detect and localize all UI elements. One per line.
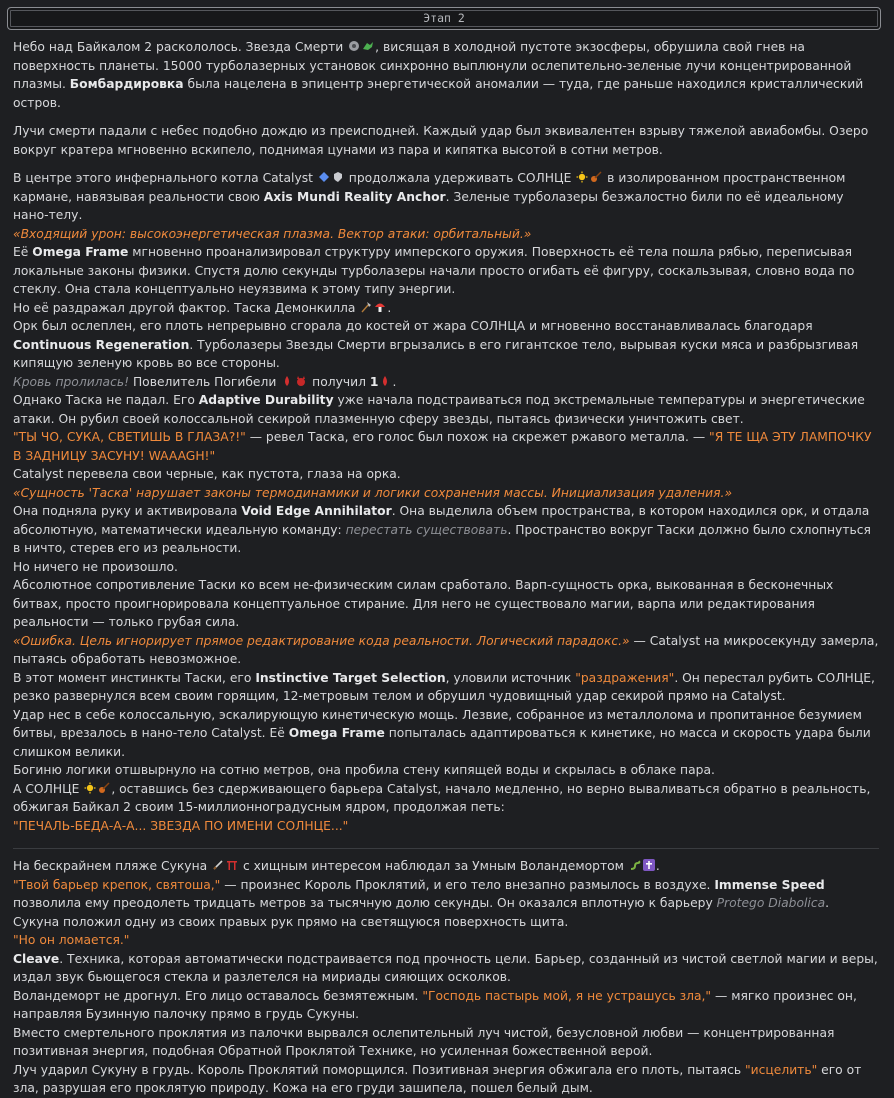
- guitar-icon: [98, 782, 110, 794]
- stage-title: Этап 2: [423, 11, 465, 26]
- paragraph-sukuna-beach: На бескрайнем пляже Сукуна с хищным интересом наблюдал за Умным Воландемортом .: [13, 859, 660, 873]
- paragraph-error-log: «Ошибка. Цель игнорирует прямое редактирование кода реальности. Логический парадокс.» — Catalyst на микросекунду замерла, пытаясь обработать невозможное.: [13, 633, 879, 666]
- system-log-deletion: «Сущность 'Таска' нарушает законы термодинамики и логики сохранения массы. Инициализация удаления.»: [13, 485, 733, 500]
- paragraph-nothing-happened: Но ничего не произошло.: [13, 559, 178, 574]
- paragraph-love-beam: Вместо смертельного проклятия из палочки вырвался ослепительный луч чистой, безусловной любви — концентрированная позитивная энергия, подобная Обратной Проклятой Технике, но усиленная божественной верой.: [13, 1025, 835, 1058]
- cross-icon: [643, 859, 655, 871]
- stage-header: [7, 7, 881, 30]
- paragraph-taska-intro: Но её раздражал другой фактор. Таска Демонкилла .: [13, 300, 392, 315]
- paragraph-regeneration: Орк был ослеплен, его плоть непрерывно сгорала до костей от жара СОЛНЦА и мгновенно восстанавливалась благодаря Continuous Regeneration. Турболазеры Звезды Смерти вгрызались в его гигантское тело, вырывая куски мяса и разбрызгивая кипящую зеленую кровь во все стороны.: [13, 319, 859, 370]
- paragraph-cleave: Cleave. Техника, которая автоматически подстраивается под прочность цели. Барьер, созданный из чистой светлой магии и веры, издал звук бьющегося стекла и разлетелся на мириады сияющих осколков.: [13, 951, 878, 984]
- paragraph-omega-frame: Её Omega Frame мгновенно проанализировал структуру имперского оружия. Поверхность её тела пошла рябью, переписывая локальные законы физики. Спустя долю секунды турболазеры начали просто огибать её фигуру, соскальзывая, словно вода по стеклу. Она стала концептуально неуязвима к этому типу энергии.: [13, 245, 855, 296]
- section-divider: [13, 848, 879, 849]
- sun-icon: [576, 171, 588, 183]
- torii-icon: [226, 859, 238, 871]
- paragraph-target-selection: В этот момент инстинкты Таски, его Instinctive Target Selection, уловили источник "раздражения". Он перестал рубить СОЛНЦЕ, резко развернулся всем своим горящим, 12-метровым телом и обрушил чудовищный удар секирой прямо на Catalyst.: [13, 670, 875, 703]
- dragon-icon: [362, 40, 374, 52]
- paragraph-catalyst-eyes: Catalyst перевела свои черные, как пустота, глаза на орка.: [13, 467, 401, 481]
- blood-drop-icon: [379, 375, 391, 387]
- shield-icon: [332, 171, 344, 183]
- axe-icon: [360, 301, 372, 313]
- dialogue-it-breaks: "Но он ломается.": [13, 933, 130, 947]
- story-content: [13, 38, 879, 1098]
- dialogue-sun-song: "ПЕЧАЛЬ-БЕДА-А-А... ЗВЕЗДА ПО ИМЕНИ СОЛНЦЕ...": [13, 818, 349, 833]
- paragraph-adaptive-durability: Однако Таска не падал. Его Adaptive Durability уже начала подстраиваться под экстремальные температуры и энергетические атаки. Он рубил своей колоссальной секирой плазменную сферу звезды, пытаясь физически уничтожить свет.: [13, 393, 865, 426]
- sun-icon: [84, 782, 96, 794]
- dialogue-taska-roar: "ТЫ ЧО, СУКА, СВЕТИШЬ В ГЛАЗА?!" — ревел Таска, его голос был похож на скрежет ржавого металла. — "Я ТЕ ЩА ЭТУ ЛАМПОЧКУ В ЗАДНИЦУ ЗАСУНУ! WAAAGH!": [13, 430, 872, 463]
- snake-icon: [629, 859, 641, 871]
- paragraph-voldemort-calm: Воландеморт не дрогнул. Его лицо оставалось безмятежным. "Господь пастырь мой, я не устрашусь зла," — мягко произнес он, направляя Бузинную палочку прямо в грудь Сукуны.: [13, 988, 857, 1021]
- paragraph-resistance: Абсолютное сопротивление Таски ко всем не-физическим силам сработало. Варп-сущность орка, выкованная в бесконечных битвах, просто проигнорировала концептуальное стирание. Для него не существовало магии, варпа или редактирования реальности — только грубая сила.: [13, 578, 834, 629]
- blood-drop-icon: [281, 375, 293, 387]
- paragraph-sun-returns: А СОЛНЦЕ , оставшись без сдерживающего барьера Catalyst, начало медленно, но верно вываливаться обратно в реальность, обжигая Байкал 2 своим 15-миллионноградусным ядром, продолжая петь:: [13, 781, 871, 814]
- guitar-icon: [590, 171, 602, 183]
- paragraph-blood-spilled: Кровь пролилась! Повелитель Погибели получил 1 .: [13, 374, 397, 389]
- paragraph-kinetic-strike: Удар нес в себе колоссальную, эскалирующую кинетическую мощь. Лезвие, собранное из металлолома и пропитанное безумием битвы, врезалось в нано-тело Catalyst. Её Omega Frame попыталась адаптироваться к кинетике, но масса и скорость удара были слишком велики.: [13, 707, 871, 759]
- paragraph-void-edge: Она подняла руку и активировала Void Edge Annihilator. Она выделила объем пространства, в котором находился орк, и отдала абсолютную, математически идеальную команду: перестать существовать. Пространство вокруг Таски должно было схлопнуться в ничто, стерев его из реальности.: [13, 504, 871, 555]
- paragraph-bombardment: Небо над Байкалом 2 раскололось. Звезда Смерти , висящая в холодной пустоте экзосферы, обрушила свой гнев на поверхность планеты. 15000 турболазерных установок синхронно выплюнули ослепительно-зеленые лучи концентрированной плазмы. Бомбардировка была нацелена в эпицентр энергетической аномалии — туда, где раньше находился кристаллический остров.: [13, 40, 864, 110]
- paragraph-goddess-thrown: Богиню логики отшвырнуло на сотню метров, она пробила стену кипящей воды и скрылась в облаке пара.: [13, 763, 715, 777]
- system-log-incoming-damage: «Входящий урон: высокоэнергетическая плазма. Вектор атаки: орбитальный.»: [13, 226, 532, 241]
- knife-icon: [212, 859, 224, 871]
- paragraph-beam-hits: Луч ударил Сукуну в грудь. Король Проклятий поморщился. Позитивная энергия обжигала его плоть, пытаясь "исцелить" его от зла, разрушая его проклятую природу. Кожа на его груди зашипела, пошел белый дым.: [13, 1062, 862, 1095]
- paragraph-immense-speed: "Твой барьер крепок, святоша," — произнес Король Проклятий, и его тело внезапно размылось в воздухе. Immense Speed позволила ему преодолеть тридцать метров за тысячную долю секунды. Он оказался вплотную к барьеру Protego Diabolica.: [13, 877, 830, 910]
- paragraph-hand-on-shield: Сукуна положил одну из своих правых рук прямо на светящуюся поверхность щита.: [13, 914, 569, 929]
- gear-icon: [348, 40, 360, 52]
- demon-icon: [295, 375, 307, 387]
- paragraph-catalyst: В центре этого инфернального котла Catalyst продолжала удерживать СОЛНЦЕ в изолированном пространственном кармане, навязывая реальности свою Axis Mundi Reality Anchor. Зеленые турболазеры безжалостно били по её идеальному нано-телу.: [13, 171, 846, 222]
- paragraph-death-rays: Лучи смерти падали с небес подобно дождю из преисподней. Каждый удар был эквивалентен взрыву тяжелой авиабомбы. Озеро вокруг кратера мгновенно вскипело, поднимая цунами из пара и кипятка высотой в сотни метров.: [13, 124, 869, 157]
- mushroom-icon: [374, 301, 386, 313]
- crystal-icon: [318, 171, 330, 183]
